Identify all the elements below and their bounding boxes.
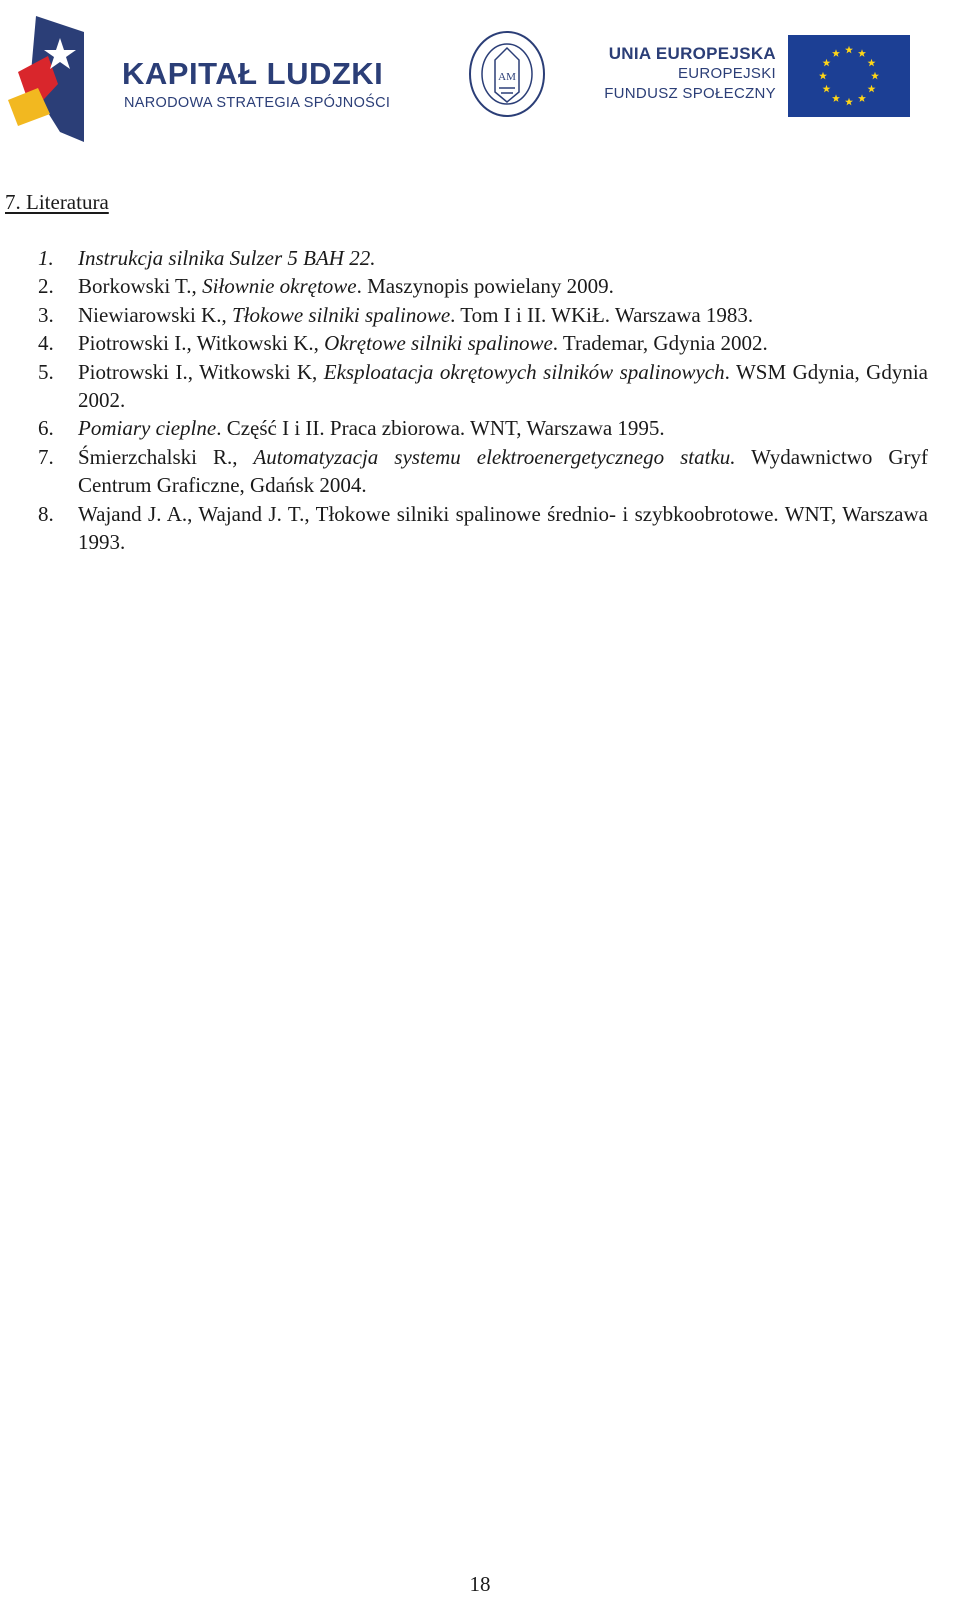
reference-text: Śmierzchalski R.,: [78, 444, 254, 469]
reference-list: [38, 244, 928, 556]
reference-item: [38, 272, 928, 300]
eu-title: UNIA EUROPEJSKA: [608, 44, 776, 63]
reference-number: 3.: [38, 302, 54, 327]
reference-number: 8.: [38, 501, 54, 526]
eu-text-block: [596, 44, 776, 104]
reference-title: Siłownie okrętowe: [202, 274, 357, 299]
reference-item: [38, 329, 928, 357]
kapital-ludzki-title: KAPITAŁ LUDZKI: [122, 56, 384, 91]
reference-text: Piotrowski I., Witkowski K.,: [78, 331, 325, 356]
reference-number: 2.: [38, 274, 54, 299]
section-heading: 7. Literatura: [5, 190, 109, 214]
reference-text: . Trademar, Gdynia 2002.: [552, 331, 768, 356]
reference-text: Piotrowski I., Witkowski K,: [78, 359, 324, 384]
reference-number: 4.: [38, 331, 54, 356]
eu-fund-line-2: FUNDUSZ SPOŁECZNY: [604, 85, 776, 102]
reference-number: 7.: [38, 444, 54, 469]
reference-title: Automatyzacja systemu elektroenergetycznego statku.: [253, 444, 736, 469]
reference-text: Borkowski T.,: [78, 274, 203, 299]
reference-text: Niewiarowski K.,: [78, 302, 232, 327]
reference-title: Okrętowe silniki spalinowe: [324, 331, 553, 356]
akademia-morska-seal-icon: [468, 30, 546, 118]
reference-text: Wajand J. A., Wajand J. T., Tłokowe silniki spalinowe średnio- i szybkoobrotowe. WNT, Warszawa 1993.: [78, 501, 928, 555]
reference-number: 5.: [38, 359, 54, 384]
reference-text: Wydawnictwo Gryf Centrum Graficzne, Gdańsk 2004.: [78, 444, 928, 498]
reference-item: [38, 301, 928, 329]
reference-text: . Część I i II. Praca zbiorowa. WNT, Warszawa 1995.: [216, 416, 665, 441]
reference-text: . Maszynopis powielany 2009.: [356, 274, 614, 299]
am-seal-mark: AM: [498, 71, 516, 83]
eu-flag-icon: [788, 35, 910, 117]
reference-item: [38, 500, 928, 557]
reference-number: 6.: [38, 416, 54, 441]
reference-item: [38, 358, 928, 415]
reference-number: 1.: [38, 246, 54, 270]
reference-text: . Tom I i II. WKiŁ. Warszawa 1983.: [450, 302, 754, 327]
page-header: [0, 0, 960, 160]
reference-title: Pomiary cieplne: [78, 416, 217, 441]
reference-title: Instrukcja silnika Sulzer 5 BAH 22.: [78, 246, 376, 270]
reference-item: [38, 244, 928, 272]
kapital-ludzki-logo-icon: [8, 14, 88, 144]
eu-fund-line-1: EUROPEJSKI: [677, 65, 776, 82]
kapital-ludzki-subtitle: NARODOWA STRATEGIA SPÓJNOŚCI: [124, 95, 391, 111]
page-number: 18: [469, 1572, 491, 1596]
reference-item: [38, 414, 928, 442]
reference-title: Eksploatacja okrętowych silników spalinowych: [323, 359, 725, 384]
reference-text: . WSM Gdynia, Gdynia 2002.: [78, 359, 929, 413]
reference-item: [38, 443, 928, 500]
reference-title: Tłokowe silniki spalinowe: [231, 302, 451, 327]
